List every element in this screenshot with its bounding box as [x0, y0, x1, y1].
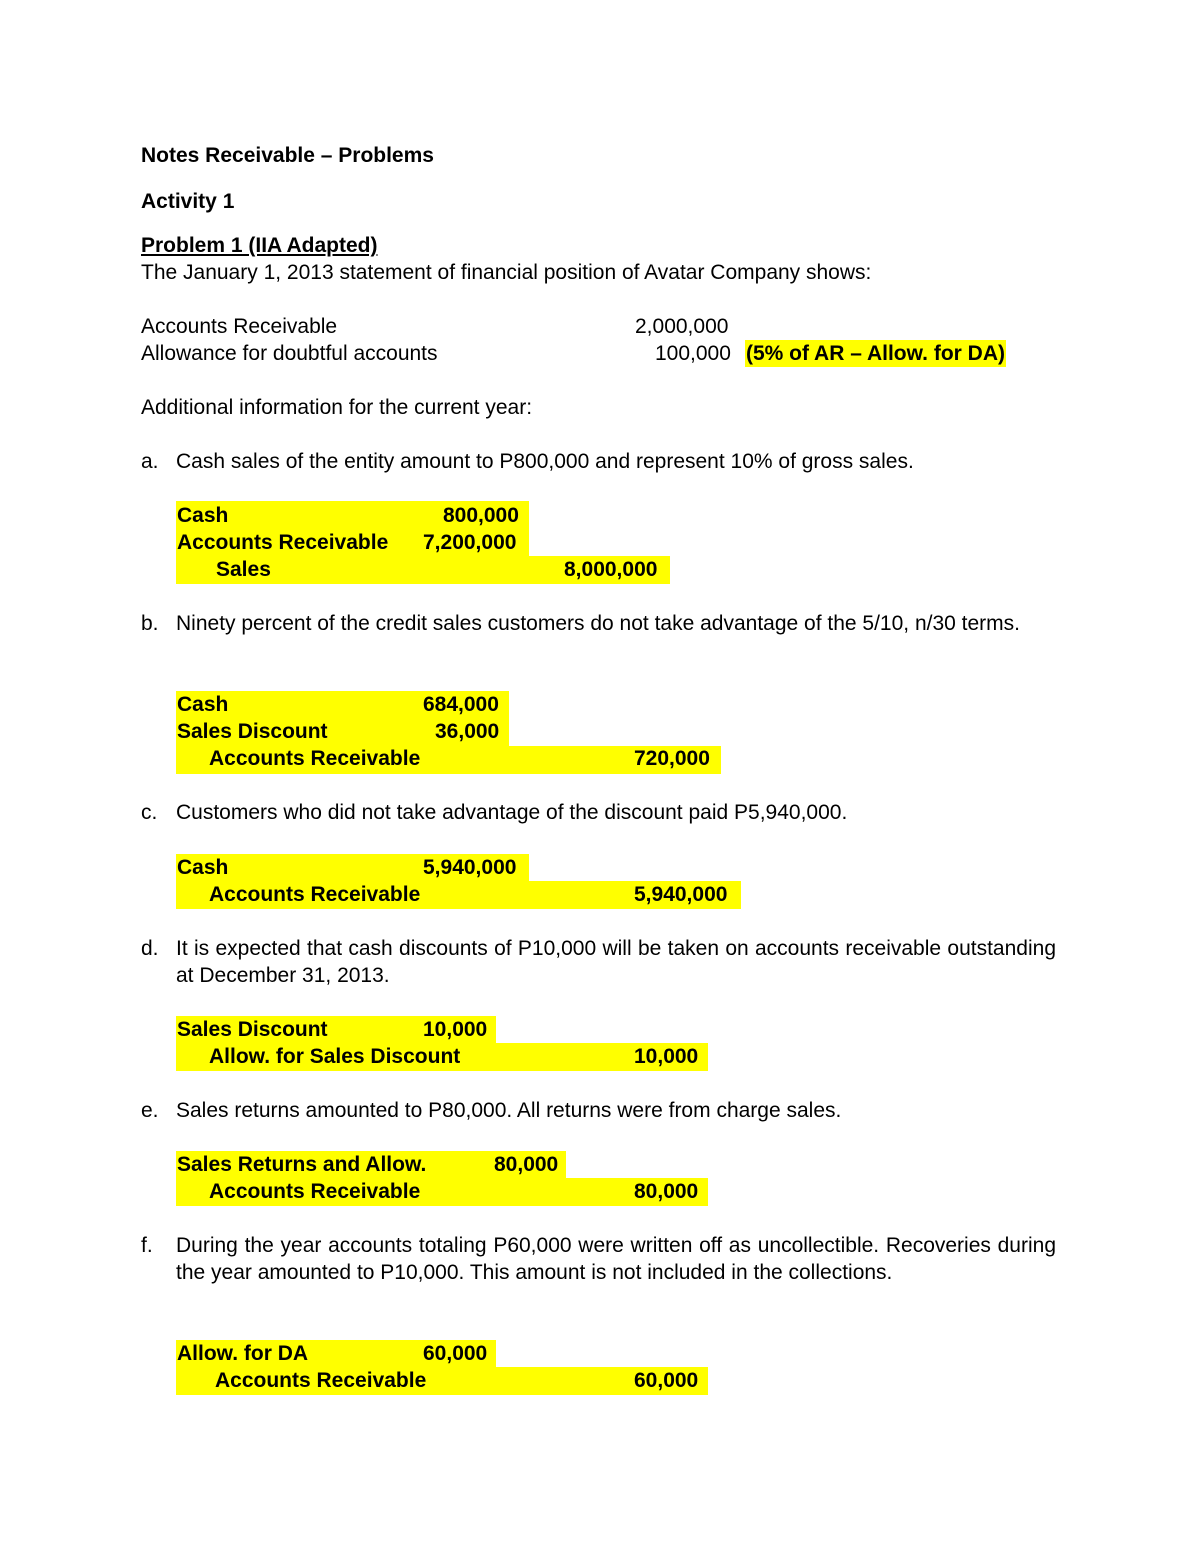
- allowance-note: (5% of AR – Allow. for DA): [746, 342, 1005, 365]
- entry-credit: 8,000,000: [564, 558, 658, 581]
- item-letter: b.: [141, 612, 159, 635]
- entry-account: Allow. for Sales Discount: [209, 1045, 461, 1068]
- item-text: Cash sales of the entity amount to P800,000 and represent 10% of gross sales.: [176, 450, 914, 473]
- additional-info-label: Additional information for the current year:: [141, 396, 533, 419]
- activity-heading: Activity 1: [141, 190, 235, 213]
- item-letter: f.: [141, 1234, 153, 1257]
- item-text: It is expected that cash discounts of P10,000 will be taken on accounts receivable outstanding at December 31, 2013.: [176, 937, 1056, 987]
- item-letter: c.: [141, 801, 158, 824]
- item-text: Customers who did not take advantage of the discount paid P5,940,000.: [176, 801, 848, 824]
- entry-account: Accounts Receivable: [177, 531, 389, 554]
- entry-debit: 10,000: [423, 1018, 488, 1041]
- entry-debit: 5,940,000: [423, 856, 517, 879]
- item-text: Ninety percent of the credit sales customers do not take advantage of the 5/10, n/30 terms.: [176, 612, 1020, 635]
- entry-account: Accounts Receivable: [209, 747, 421, 770]
- document-title: Notes Receivable – Problems: [141, 144, 434, 167]
- entry-account: Accounts Receivable: [209, 1180, 421, 1203]
- entry-account: Sales Discount: [177, 720, 328, 743]
- entry-account: Cash: [177, 504, 229, 527]
- entry-account: Accounts Receivable: [209, 883, 421, 906]
- intro-text: The January 1, 2013 statement of financial position of Avatar Company shows:: [141, 261, 872, 284]
- item-letter: a.: [141, 450, 159, 473]
- entry-credit: 720,000: [634, 747, 710, 770]
- entry-account: Sales Returns and Allow.: [177, 1153, 427, 1176]
- entry-account: Cash: [177, 856, 229, 879]
- entry-debit: 36,000: [435, 720, 500, 743]
- item-text: During the year accounts totaling P60,000 were written off as uncollectible. Recoveries during the year amounted to P10,000. This amount is not included in the collections.: [176, 1234, 1056, 1284]
- balance-amount-ar: 2,000,000: [635, 315, 729, 338]
- entry-credit: 10,000: [634, 1045, 699, 1068]
- balance-label-allowance: Allowance for doubtful accounts: [141, 342, 438, 365]
- entry-debit: 800,000: [443, 504, 519, 527]
- entry-account: Allow. for DA: [177, 1342, 309, 1365]
- entry-account: Sales Discount: [177, 1018, 328, 1041]
- item-letter: d.: [141, 937, 159, 960]
- entry-account: Accounts Receivable: [215, 1369, 427, 1392]
- balance-label-ar: Accounts Receivable: [141, 315, 338, 338]
- entry-credit: 5,940,000: [634, 883, 728, 906]
- problem-heading: Problem 1 (IIA Adapted): [141, 234, 378, 257]
- entry-debit: 7,200,000: [423, 531, 517, 554]
- balance-amount-allowance: 100,000: [655, 342, 731, 365]
- entry-account: Cash: [177, 693, 229, 716]
- entry-debit: 60,000: [423, 1342, 488, 1365]
- item-text: Sales returns amounted to P80,000. All returns were from charge sales.: [176, 1099, 842, 1122]
- entry-credit: 80,000: [634, 1180, 699, 1203]
- entry-account: Sales: [216, 558, 271, 581]
- item-letter: e.: [141, 1099, 159, 1122]
- entry-credit: 60,000: [634, 1369, 699, 1392]
- entry-debit: 80,000: [494, 1153, 559, 1176]
- entry-debit: 684,000: [423, 693, 499, 716]
